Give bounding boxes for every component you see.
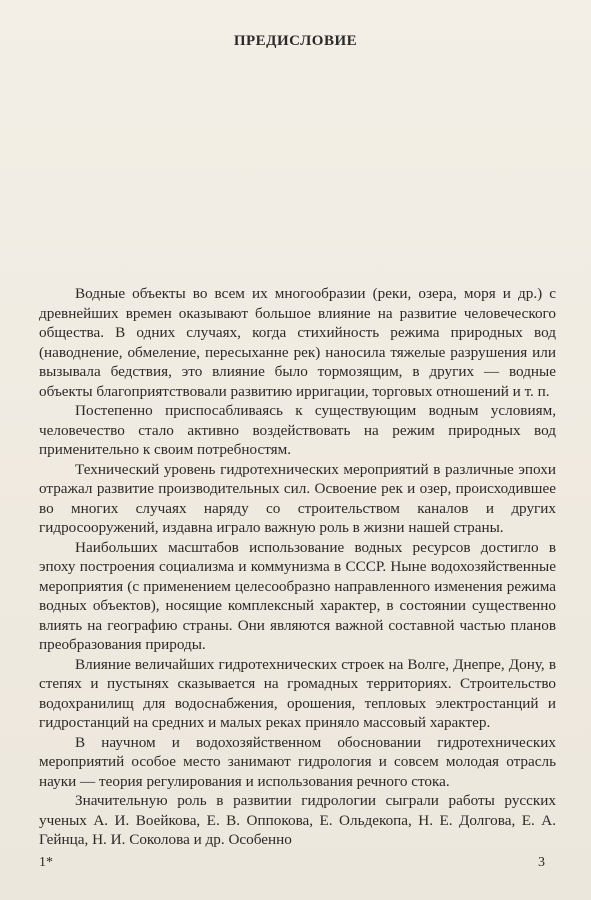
paragraph: Влияние величайших гидротехнических строек на Волге, Днепре, Дону, в степях и пустынях сказывается на громадных территориях. Строительство водохранилищ для водоснабжения, орошения, тепловых электростанций и гидростанций на средних и малых реках приняло массовый характер. bbox=[39, 655, 556, 731]
paragraph: Наибольших масштабов использование водных ресурсов достигло в эпоху построения социализма и коммунизма в СССР. Ныне водохозяйственные мероприятия (с применением целесообразно направленного изменения режима водных объектов), носящие комплексный характер, в состоянии существенно влиять на географию страны. Они являются важной составной частью планов преобразования природы. bbox=[39, 538, 556, 653]
page-number: 3 bbox=[538, 855, 545, 870]
paragraph: Значительную роль в развитии гидрологии сыграли работы русских ученых А. И. Воейкова, Е. В. Оппокова, Е. Ольдекопа, Н. Е. Долгова, Е. А. Гейнца, Н. И. Соколова и др. Особенно bbox=[39, 792, 556, 848]
paragraph: Водные объекты во всем их многообразии (реки, озера, моря и др.) с древнейших времен оказывают большое влияние на развитие человеческого общества. В одних случаях, когда стихийность режима природных вод (наводнение, обмеление, пересыханне рек) наносила тяжелые разрушения или вызывала бедствия, это влияние было тормозящим, в других — водные объекты благоприятствовали развитию ирригации, торговых отношений и т. п. bbox=[39, 285, 556, 400]
body-text bbox=[39, 284, 556, 850]
signature-mark: 1* bbox=[39, 855, 53, 870]
paragraph: Технический уровень гидротехнических мероприятий в различные эпохи отражал развитие производительных сил. Освоение рек и озер, происходившее во многих случаях наряду со строительством каналов и других гидросооружений, издавна играло важную роль в жизни нашей страны. bbox=[39, 460, 556, 536]
paragraph: Постепенно приспосабливаясь к существующим водным условиям, человечество стало активно воздействовать на режим природных вод применительно к своим потребностям. bbox=[39, 402, 556, 458]
paragraph: В научном и водохозяйственном обосновании гидротехнических мероприятий особое место занимают гидрология и совсем молодая отрасль науки — теория регулирования и использования речного стока. bbox=[39, 733, 556, 790]
page-title: ПРЕДИСЛОВИЕ bbox=[233, 33, 358, 49]
